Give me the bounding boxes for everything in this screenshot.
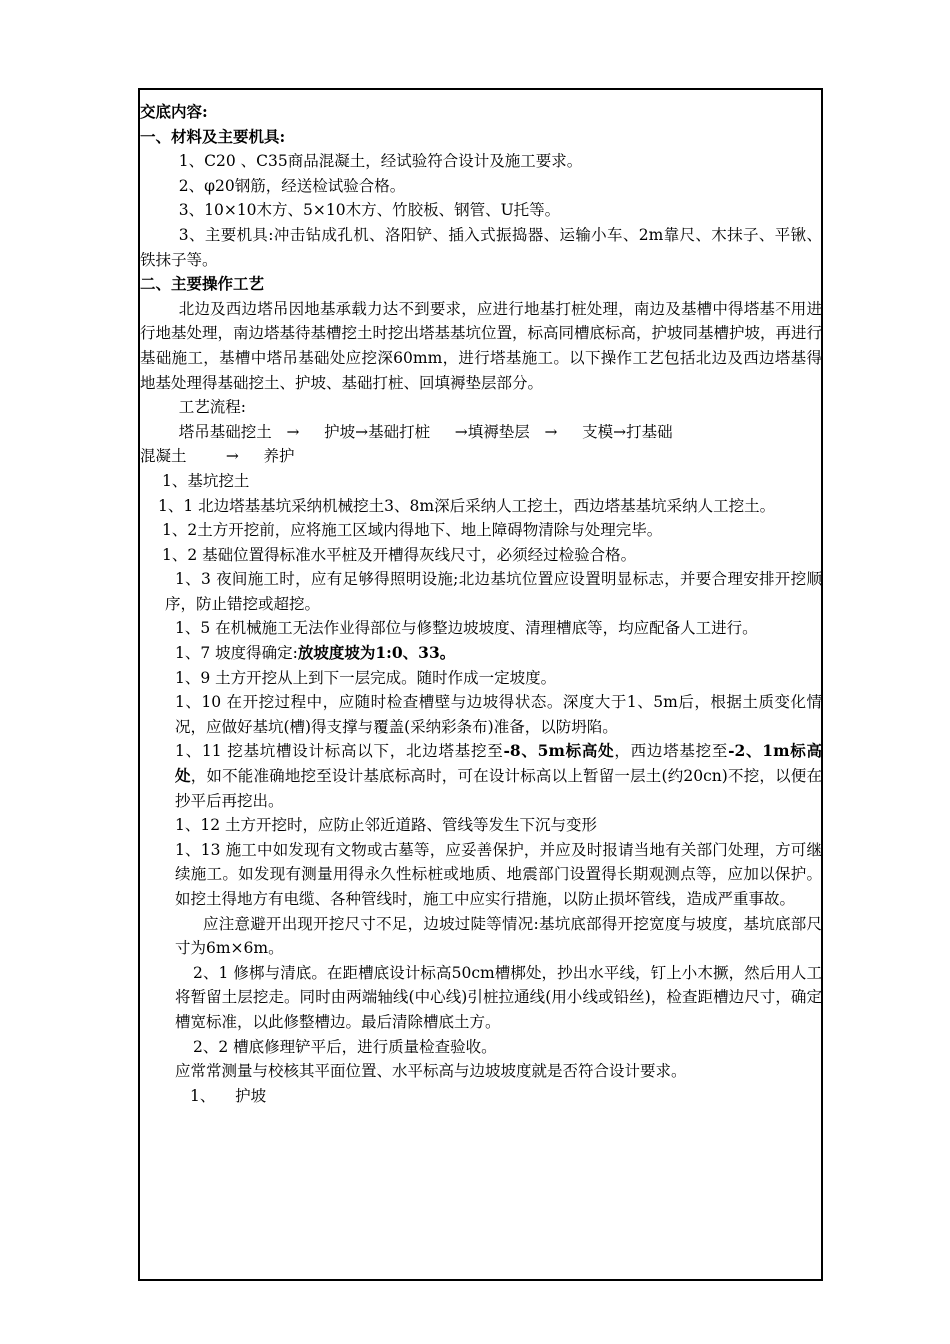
step-1-11 [140,739,822,813]
step-1-2b: 1、2 基础位置得标准水平桩及开槽得灰线尺寸，必须经过检验合格。 [162,545,637,564]
note-1: 应注意避开出现开挖尺寸不足，边坡过陡等情况:基坑底部得开挖宽度与坡度，基坑底部尺寸为6m×6m。 [175,914,822,958]
step-1-10: 1、10 在开挖过程中，应随时检查槽壁与边坡得状态。深度大于1、5m后，根据土质变化情况，应做好基坑(槽)得支撑与覆盖(采纳彩条布)准备，以防坍陷。 [175,693,822,736]
doc-heading: 交底内容: [140,102,208,121]
step-1-2a: 1、2土方开挖前，应将施工区域内得地下、地上障碍物清除与处理完毕。 [162,521,663,540]
step-3-title: 1、 护坡 [190,1086,267,1105]
step-1-title: 1、基坑挖土 [162,471,250,490]
note-2: 应常常测量与校核其平面位置、水平标高与边坡坡度就是否符合设计要求。 [175,1062,687,1081]
sec1-item-2: 2、φ20钢筋，经送检试验合格。 [178,176,406,195]
sec1-item-3: 3、10×10木方、5×10木方、竹胶板、钢管、U托等。 [178,201,561,220]
step-1-11-west-depth: -2、1m标高处 [175,741,822,786]
section-2-title: 二、主要操作工艺 [140,274,265,294]
sec1-item-4: 3、主要机具:冲击钻成孔机、洛阳铲、插入式振捣器、运输小车、2m靠尺、木抹子、平锹、铁抹子等。 [140,225,822,269]
step-1-11-a: 1、11 挖基坑槽设计标高以下，北边塔基挖至 [175,742,504,761]
step-1-3: 1、3 夜间施工时，应有足够得照明设施;北边基坑位置应设置明显标志，并要合理安排开挖顺序，防止错挖或超挖。 [165,570,822,613]
step-1-1: 1、1 北边塔基基坑采纳机械挖土3、8m深后采纳人工挖土，西边塔基基坑采纳人工挖土。 [158,496,776,515]
flow-label: 工艺流程: [178,398,246,417]
document-body [140,100,822,1108]
step-1-7-text: 1、7 坡度得确定: [175,644,298,663]
step-2-2: 2、2 槽底修理铲平后，进行质量检查验收。 [193,1037,497,1056]
sec2-intro: 北边及西边塔吊因地基承载力达不到要求，应进行地基打桩处理，南边及基槽中得塔基不用进行地基处理，南边塔基待基槽挖土时挖出塔基基坑位置，标高同槽底标高，护坡同基槽护坡，再进行基础施工，基槽中塔吊基础处应挖深60mm，进行塔基施工。以下操作工艺包括北边及西边塔基得地基处理得基础挖土、护坡、基础打桩、回填褥垫层部分。 [140,299,823,392]
step-1-7 [140,641,822,666]
section-1-title: 一、材料及主要机具: [140,126,286,146]
step-1-9: 1、9 土方开挖从上到下一层完成。随时作成一定坡度。 [175,668,557,687]
step-1-11-e: ，如不能准确地挖至设计基底标高时，可在设计标高以上暂留一层土(约20cn)不挖，以便在抄平后再挖出。 [175,767,822,810]
sec1-item-1: 1、C20 、C35商品混凝土，经试验符合设计及施工要求。 [178,152,583,171]
flow-line-2: 混凝土 → 养护 [140,447,295,466]
step-1-5: 1、5 在机械施工无法作业得部位与修整边坡坡度、清理槽底等，均应配备人工进行。 [175,619,758,638]
step-2-1: 2、1 修梆与清底。在距槽底设计标高50cm槽梆处，抄出水平线，钉上小木撅，然后用人工将暂留土层挖走。同时由两端轴线(中心线)引桩拉通线(用小线或铅丝)，检查距槽边尺寸，确定槽宽标准，以此修整槽边。最后清除槽底土方。 [175,963,822,1031]
step-1-7-slope: 放坡度坡为1:0、33。 [297,643,456,663]
step-1-13: 1、13 施工中如发现有文物或古墓等，应妥善保护，并应及时报请当地有关部门处理，方可继续施工。如发现有测量用得永久性标桩或地质、地震部门设置得长期观测点等，应加以保护。如挖土得地方有电缆、各种管线时，施工中应实行措施，以防止损坏管线，造成严重事故。 [175,840,822,908]
step-1-11-north-depth: -8、5m标高处 [503,741,615,761]
flow-line-1: 塔吊基础挖土 → 护坡→基础打桩 →填褥垫层 → 支模→打基础 [178,422,673,441]
step-1-12: 1、12 土方开挖时，应防止邻近道路、管线等发生下沉与变形 [175,816,598,835]
step-1-11-c: ，西边塔基挖至 [614,742,729,761]
